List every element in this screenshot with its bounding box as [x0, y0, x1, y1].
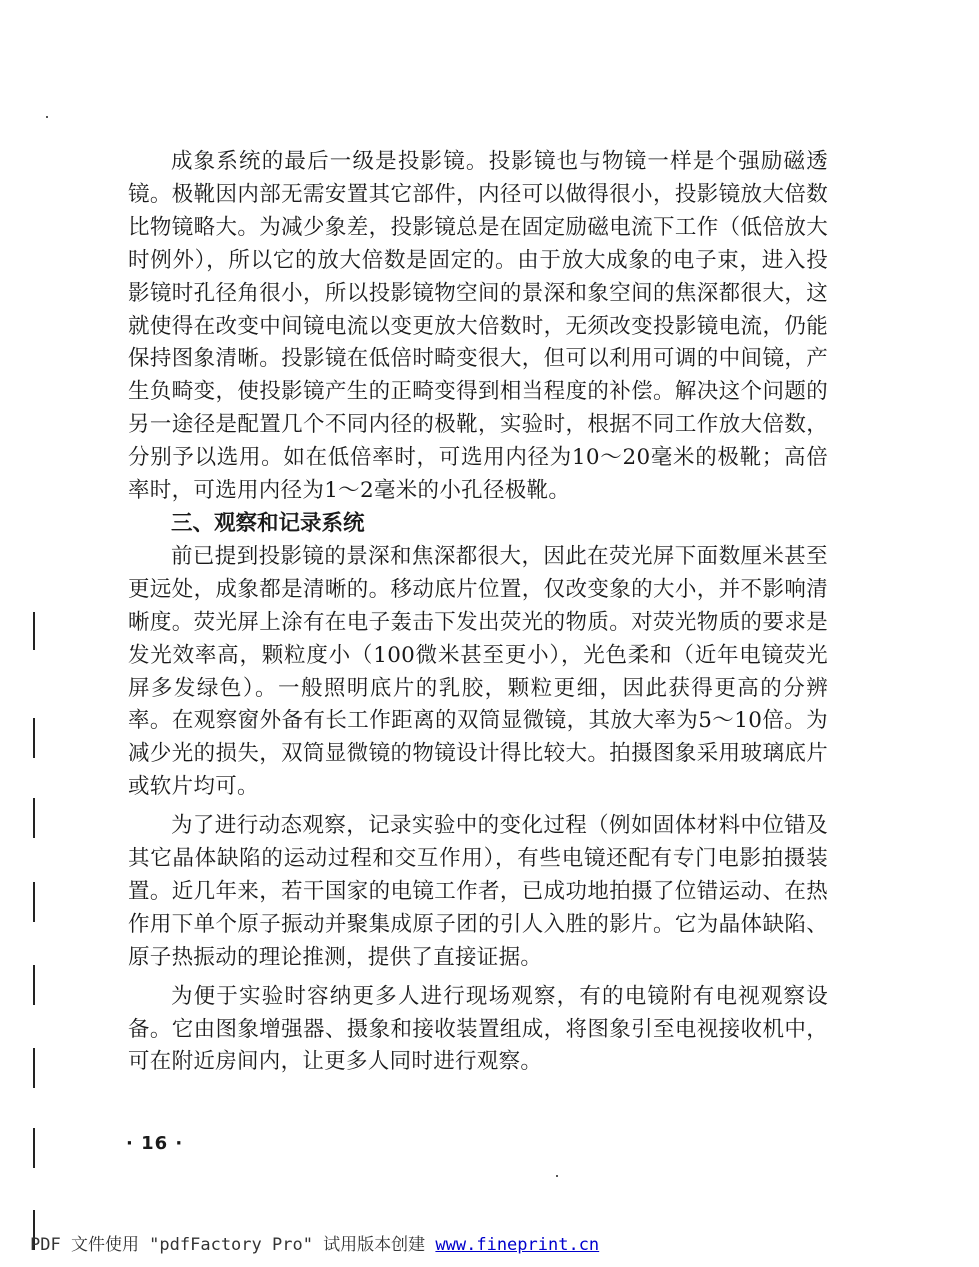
- pdf-footer: [30, 1230, 599, 1255]
- margin-mark: [33, 798, 35, 838]
- section-heading: 三、观察和记录系统: [171, 510, 365, 536]
- paragraph-dynamic-observation: 为了进行动态观察，记录实验中的变化过程（例如固体材料中位错及其它晶体缺陷的运动过程和交互作用），有些电镜还配有专门电影拍摄装置。近几年来，若干国家的电镜工作者，已成功地拍摄了位错运动、在热作用下单个原子振动并聚集成原子团的引人入胜的影片。它为晶体缺陷、原子热振动的理论推测，提供了直接证据。: [128, 813, 828, 970]
- margin-mark: [33, 718, 35, 758]
- scan-speck: [46, 116, 48, 118]
- fineprint-link[interactable]: www.fineprint.cn: [435, 1235, 600, 1255]
- margin-mark: [33, 1048, 35, 1088]
- footer-text: PDF 文件使用 "pdfFactory Pro" 试用版本创建: [30, 1235, 436, 1255]
- margin-mark: [33, 1128, 35, 1168]
- margin-mark: [33, 965, 35, 1005]
- margin-mark: [33, 882, 35, 922]
- margin-mark: [33, 612, 35, 650]
- body-text: [128, 146, 828, 1079]
- paragraph-screen: 前已提到投影镜的景深和焦深都很大，因此在荧光屏下面数厘米甚至更远处，成象都是清晰的。移动底片位置，仅改变象的大小，并不影响清晰度。荧光屏上涂有在电子轰击下发出荧光的物质。对荧光物质的要求是发光效率高，颗粒度小（100微米甚至更小），光色柔和（近年电镜荧光屏多发绿色）。一般照明底片的乳胶，颗粒更细，因此获得更高的分辨率。在观察窗外备有长工作距离的双筒显微镜，其放大率为5～10倍。为减少光的损失，双筒显微镜的物镜设计得比较大。拍摄图象采用玻璃底片或软片均可。: [128, 543, 828, 800]
- scan-speck: [556, 1175, 558, 1177]
- paragraph-tv-observation: 为便于实验时容纳更多人进行现场观察，有的电镜附有电视观察设备。它由图象增强器、摄象和接收装置组成，将图象引至电视接收机中，可在附近房间内，让更多人同时进行观察。: [128, 983, 828, 1075]
- page-number: · 16 ·: [126, 1133, 184, 1154]
- paragraph-projection-lens: 成象系统的最后一级是投影镜。投影镜也与物镜一样是个强励磁透镜。极靴因内部无需安置其它部件，内径可以做得很小，投影镜放大倍数比物镜略大。为减少象差，投影镜总是在固定励磁电流下工作（低倍放大时例外），所以它的放大倍数是固定的。由于放大成象的电子束，进入投影镜时孔径角很小，所以投影镜物空间的景深和象空间的焦深都很大，这就使得在改变中间镜电流以变更放大倍数时，无须改变投影镜电流，仍能保持图象清晰。投影镜在低倍时畸变很大，但可以利用可调的中间镜，产生负畸变，使投影镜产生的正畸变得到相当程度的补偿。解决这个问题的另一途径是配置几个不同内径的极靴，实验时，根据不同工作放大倍数，分别予以选用。如在低倍率时，可选用内径为10～20毫米的极靴；高倍率时，可选用内径为1～2毫米的小孔径极靴。: [128, 149, 828, 504]
- binding-margin-marks: [33, 590, 37, 1250]
